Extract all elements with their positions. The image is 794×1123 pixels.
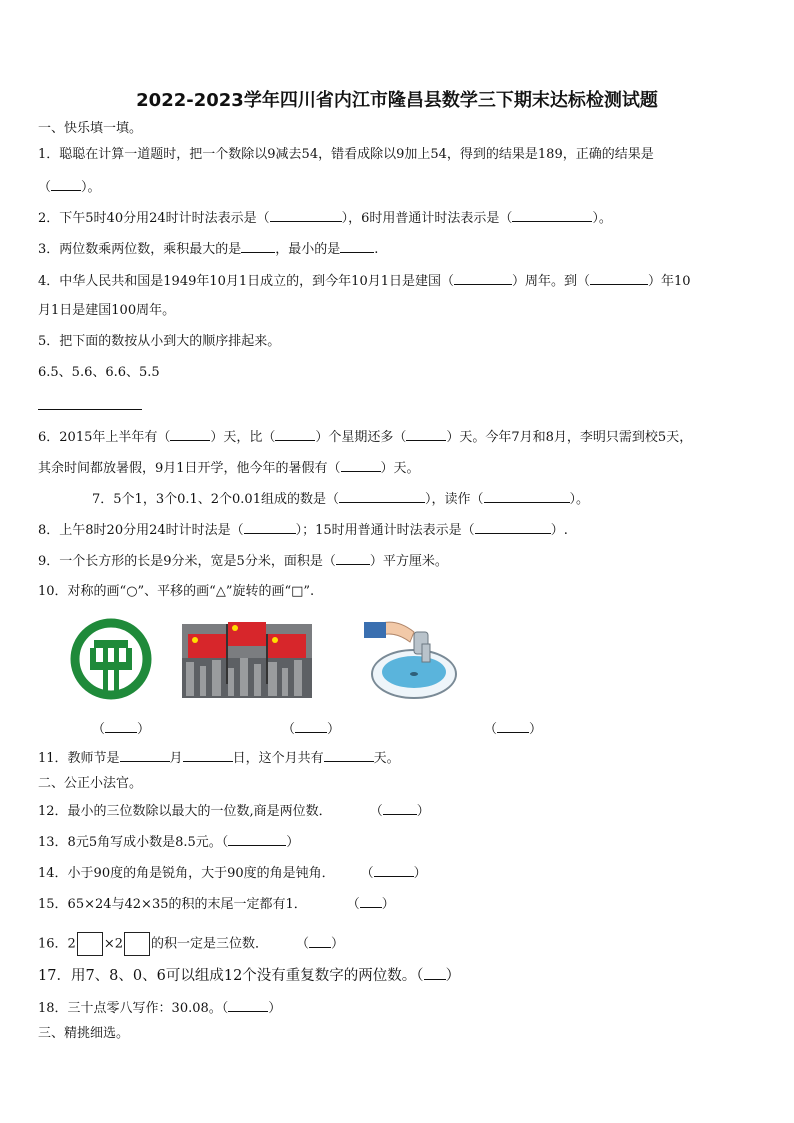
question-7: 7．5个1，3个0.1、2个0.01组成的数是（ ），读作（ ）。 <box>92 492 590 507</box>
answer-blank[interactable] <box>383 802 417 815</box>
question-9: 9．一个长方形的长是9分米，宽是5分米，面积是（ ）平方厘米。 <box>38 554 448 569</box>
question-10: 10．对称的画“○”、平移的画“△”旋转的画“□”. <box>38 584 315 599</box>
answer-blank[interactable] <box>228 833 286 846</box>
question-8: 8．上午8时20分用24时计时法是（ ）；15时用普通计时法表示是（ ）. <box>38 523 568 538</box>
answer-blank[interactable] <box>590 272 648 285</box>
question-4-cont: 月1日是建国100周年。 <box>38 303 176 318</box>
answer-blank[interactable] <box>309 935 331 948</box>
answer-blank[interactable] <box>183 749 233 762</box>
answer-blank[interactable] <box>244 521 296 534</box>
answer-blank[interactable] <box>424 967 446 980</box>
question-6: 6．2015年上半年有（ ）天，比（ ）个星期还多（ ）天。今年7月和8月，李明只需到校5天， <box>38 430 693 445</box>
answer-blank[interactable] <box>324 749 374 762</box>
question-17: 17．用7、8、0、6可以组成12个没有重复数字的两位数。（ ） <box>38 968 461 984</box>
question-1-answer: （ ）。 <box>38 180 101 195</box>
question-15: 15．65×24与42×35的积的末尾一定都有1． （ ） <box>38 897 395 912</box>
digit-box[interactable] <box>77 932 103 956</box>
question-2: 2．下午5时40分用24时计时法表示是（ ），6时用普通计时法表示是（ ）。 <box>38 211 612 226</box>
question-18: 18．三十点零八写作：30.08。（ ） <box>38 1001 282 1016</box>
question-4: 4．中华人民共和国是1949年10月1日成立的，到今年10月1日是建国（ ）周年。到（ ）年10 <box>38 274 691 289</box>
question-13: 13．8元5角写成小数是8.5元。（ ） <box>38 835 300 850</box>
section-1-heading: 一、快乐填一填。 <box>38 121 143 136</box>
answer-blank[interactable] <box>241 240 275 253</box>
question-10-answer-2[interactable]: （ ） <box>282 722 341 737</box>
question-12: 12．最小的三位数除以最大的一位数,商是两位数． （ ） <box>38 804 430 819</box>
question-6-cont: 其余时间都放暑假，9月1日开学，他今年的暑假有（ ）天。 <box>38 461 420 476</box>
question-10-answer-3[interactable]: （ ） <box>484 722 543 737</box>
section-2-heading: 二、公正小法官。 <box>38 776 143 791</box>
answer-blank[interactable] <box>340 240 374 253</box>
question-14: 14．小于90度的角是锐角，大于90度的角是钝角． （ ） <box>38 866 427 881</box>
answer-blank[interactable] <box>228 999 268 1012</box>
question-10-answer-1[interactable]: （ ） <box>92 722 151 737</box>
answer-blank[interactable] <box>120 749 170 762</box>
answer-blank[interactable] <box>374 864 414 877</box>
bank-logo-image <box>64 618 158 700</box>
answer-blank[interactable] <box>360 895 382 908</box>
answer-blank[interactable] <box>341 459 381 472</box>
digit-box[interactable] <box>124 932 150 956</box>
answer-line[interactable] <box>38 409 142 410</box>
section-3-heading: 三、精挑细选。 <box>38 1026 130 1041</box>
answer-blank[interactable] <box>475 521 551 534</box>
question-11: 11．教师节是 月 日，这个月共有 天。 <box>38 751 400 766</box>
answer-blank[interactable] <box>270 209 342 222</box>
question-1: 1．聪聪在计算一道题时，把一个数除以9减去54，错看成除以9加上54，得到的结果是189，正确的结果是 <box>38 147 654 162</box>
answer-blank[interactable] <box>512 209 592 222</box>
answer-blank[interactable] <box>406 428 446 441</box>
question-5-numbers: 6.5、5.6、6.6、5.5 <box>38 365 160 380</box>
page-title: 2022-2023学年四川省内江市隆昌县数学三下期末达标检测试题 <box>136 90 658 111</box>
answer-blank[interactable] <box>336 552 370 565</box>
answer-blank[interactable] <box>339 490 425 503</box>
answer-blank[interactable] <box>454 272 512 285</box>
answer-blank[interactable] <box>275 428 315 441</box>
flags-image <box>182 618 312 698</box>
question-3: 3．两位数乘两位数，乘积最大的是 ，最小的是 . <box>38 242 379 257</box>
answer-blank[interactable] <box>484 490 570 503</box>
answer-blank[interactable] <box>170 428 210 441</box>
question-5: 5．把下面的数按从小到大的顺序排起来。 <box>38 334 281 349</box>
faucet-sink-image <box>344 614 460 702</box>
question-16: 16．2 ×2 的积一定是三位数． （ ） <box>38 932 344 956</box>
